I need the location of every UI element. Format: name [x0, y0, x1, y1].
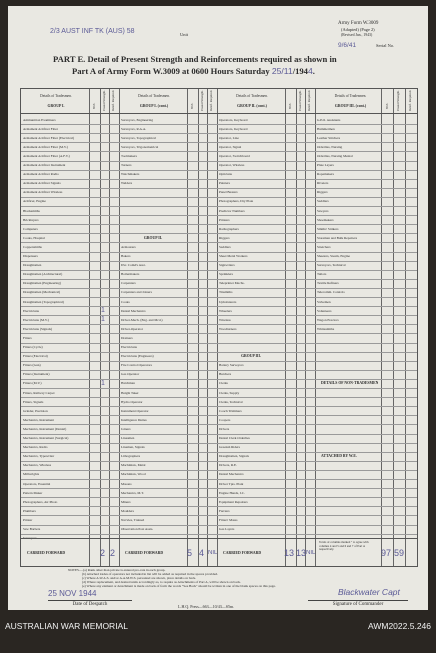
col1-trade-label: Printer: [23, 517, 33, 522]
col2-trade-label: Lithographers: [121, 454, 141, 459]
col2-trade-label: Surveyors, Engineering: [121, 117, 154, 122]
col1-trade-label: Electricians (Signals): [23, 326, 53, 331]
form-revised: (Revised Jan., 1943): [341, 33, 373, 37]
table-row: [21, 188, 417, 189]
cf-value: 13: [284, 548, 295, 558]
serial-label: Serial No.: [376, 43, 395, 48]
col3-trade-label: Predictor Numbers: [219, 208, 245, 213]
col3-trade-label: Driver Tpts. Plant: [219, 481, 244, 486]
col2-trade-label: Turners: [121, 163, 132, 167]
col3-trade-label: Gas Layers: [219, 527, 235, 531]
col1-trade-label: Dispensers: [23, 254, 38, 258]
table-row: [21, 333, 417, 334]
table-row: [21, 352, 417, 353]
table-row: [21, 197, 417, 198]
col2-trade-label: Miners: [121, 499, 131, 504]
table-row: [21, 179, 417, 180]
heading-line-1: PART E. Detail of Present Strength and Reinforcements required as shown in: [53, 54, 337, 64]
table-row: [21, 233, 417, 234]
col1-trade-label: Grinder, Precision: [23, 408, 48, 413]
col2-trade-label: Joiners: [121, 426, 131, 431]
col3-trade-label: Clerks, Supply: [219, 390, 240, 395]
col3-trade-label: Riggers: [219, 235, 230, 240]
col2-trade-label: GROUP II.: [143, 235, 163, 240]
col3-trade-label: Drivers, R.E.: [219, 463, 237, 468]
col1-trade-label: Surveyors: [23, 536, 37, 541]
cf-value: 2: [100, 548, 106, 558]
col3-trade-label: Coach Trimmers: [219, 408, 242, 413]
col2-trade-label: Moulders: [121, 508, 134, 513]
posted-header: Posted Strength.: [298, 90, 302, 111]
table-row: [21, 470, 417, 471]
col3-trade-label: Printers: [219, 217, 230, 222]
col3-trade-label: Signwriters: [219, 263, 235, 268]
col1-trade-label: Fitters (Cycle): [23, 345, 43, 349]
despatch-date-label: Date of Despatch: [48, 600, 132, 607]
col2-trade-label: Surveyors, R.A.A.: [121, 126, 147, 131]
col4-trade-label: G.P.O. Assistants: [317, 117, 341, 122]
col4-trade-label: Saddlers: [317, 199, 329, 204]
col2-trade-label: Mechanics, M.T.: [121, 490, 144, 495]
heading-date-handwritten: 25/11: [271, 66, 293, 76]
col4-trade-label: Hammermen: [317, 126, 335, 131]
col3-group: GROUP II. (cont.): [237, 104, 267, 108]
col1-trade-label: Cooks, Hospital: [23, 235, 45, 240]
form-sheet: [8, 6, 428, 610]
table-row: [21, 370, 417, 371]
handwritten-count: 1: [101, 379, 105, 387]
table-row: [21, 415, 417, 416]
col1-header: Details of Tradesmen.: [40, 94, 72, 98]
col3-trade-label: Panel Beaters: [219, 190, 238, 195]
col2-trade-label: Machinists, Wood: [121, 472, 146, 477]
col1-trade-label: Fitters (M.V.): [23, 381, 42, 386]
col4-trade-label: Stretchers: [317, 244, 331, 249]
table-row: [21, 215, 417, 216]
col3-trade-label: Tinsmiths: [219, 290, 233, 295]
col4-trade-label: Riggers: [317, 190, 328, 195]
col1-trade-label: Armament Artificer Fitter (A.F.V.): [23, 153, 70, 158]
table-row: [21, 452, 417, 453]
col1-trade-label: Draughtsmen: [23, 263, 42, 268]
col3-trade-label: Battery Surveyors: [219, 363, 244, 368]
signature-handwritten: Blackwater Capt: [338, 587, 400, 597]
table-row: [21, 170, 417, 171]
col2-trade-label: Hatchman: [121, 381, 135, 386]
cf-value: 59: [394, 548, 405, 558]
col2-trade-label: Linesmen: [121, 436, 135, 440]
table-row: [21, 497, 417, 498]
col4-trade-label: Sheeters, Steam, Engine: [317, 254, 350, 258]
table-row: [21, 242, 417, 243]
col1-trade-label: Armament Artificer Fitter (M.V.): [23, 144, 68, 149]
table-row: [21, 488, 417, 489]
col2-trade-label: Dvr. Comd's Asst.: [121, 263, 146, 268]
cf-value: 2: [110, 548, 116, 558]
col4-trade-label: Plate Layers: [317, 163, 334, 167]
col3-header: Details of Tradesmen.: [236, 94, 268, 98]
col3-trade-label: Farriers: [219, 508, 230, 513]
col2-trade-label: Surveyors, Trigonometrical: [121, 144, 159, 149]
col3-trade-label: Upholsterers: [219, 299, 237, 304]
heading-line-2: Part A of Army Form W.3009 at 0600 Hours Saturday 25/11/1944.: [72, 66, 315, 76]
col3-trade-label: Operators, Keyboard: [219, 117, 248, 122]
col2-trade-label: Intelligence Duties: [121, 417, 147, 422]
col2-trade-label: Electricians: [121, 345, 138, 349]
col2-trade-label: Observation Post Assts.: [121, 527, 154, 531]
table-row: [21, 324, 417, 325]
print-line: L.H.Q. Press—663—10/43—S5m.: [178, 604, 235, 609]
col3-trade-label: Wireless: [219, 317, 231, 322]
table-row: [21, 288, 417, 289]
unit-handwritten: 2/3 AUST INF TK (AUS) 58: [50, 28, 135, 35]
col1-trade-label: Armament Artificer Signals: [23, 181, 61, 186]
reinf-header: Reinf. Required.: [209, 89, 213, 111]
col2-trade-label: Carpenters: [121, 281, 136, 286]
col2-trade-label: Electricians (Engineers): [121, 354, 154, 359]
table-row: [21, 479, 417, 480]
we-header: W.E.: [288, 102, 292, 109]
col4-trade-label: Volunteers: [317, 308, 332, 313]
col2-trade-label: Carpenters and Joiners: [121, 290, 152, 295]
col1-trade-label: Blacksmiths: [23, 208, 40, 213]
col3-trade-label: Clerks, Technical: [219, 399, 243, 404]
table-row: [21, 515, 417, 516]
heading-line-2-suffix: /194: [292, 66, 308, 76]
col2-trade-label: Machinists, Metal: [121, 463, 146, 468]
col1-trade-label: Bricklayers: [23, 217, 39, 222]
col2-trade-label: Armourers: [121, 244, 136, 249]
col3-trade-label: Saddlers: [219, 244, 231, 249]
col3-trade-label: Fitters' Mates: [219, 517, 238, 522]
table-row: [21, 124, 417, 125]
col1-trade-label: Mechanics, Instrument (Dental): [23, 426, 67, 431]
col2-trade-label: Toolmakers: [121, 153, 137, 158]
col1-trade-label: Electricians (M.V.): [23, 317, 49, 322]
col3-trade-label: Dental Clerk Orderlies: [219, 436, 250, 440]
col3-trade-label: Operator, Wireless: [219, 163, 245, 167]
col4-trade-label: Storemen and Bulk Repairers: [317, 235, 358, 240]
posted-header: Posted Strength.: [200, 90, 204, 111]
table-row: [21, 525, 417, 526]
col2-trade-label: Boilermakers: [121, 272, 140, 277]
col1-trade-label: Photographers, Air Photo: [23, 499, 58, 504]
col1-trade-label: Electricians: [23, 308, 40, 313]
col3-trade-label: Draughtsmen, Signals: [219, 454, 249, 459]
archive-footer: [0, 615, 436, 653]
posted-header: Posted Strength.: [102, 90, 106, 111]
col1-trade-label: Armament Artificer Wireless: [23, 190, 63, 195]
table-row: [21, 388, 417, 389]
col1-trade-label: Draughtsmen (Mechanical): [23, 290, 61, 295]
carried-forward-rule: [21, 538, 417, 539]
table-row: [21, 161, 417, 162]
col4-trade-label: Orderlies, Nursing Mental: [317, 153, 353, 158]
col1-trade-label: Draughtsmen (Engineering): [23, 281, 61, 286]
col2-trade-label: Masons: [121, 481, 132, 486]
col3-trade-label: Teleprinter Mechs.: [219, 281, 245, 286]
table-row: [21, 361, 417, 362]
col3-trade-label: Woodturners: [219, 326, 237, 331]
col3-trade-label: Operator, Line: [219, 135, 239, 140]
col1-trade-label: Coppersmiths: [23, 244, 42, 249]
table-row: [21, 270, 417, 271]
col1-trade-label: Armament Artificer Instrument: [23, 163, 66, 167]
col1-trade-label: Armament Artificer Fitter: [23, 126, 59, 131]
reinf-header: Reinf. Required.: [111, 89, 115, 111]
col1-group: GROUP I.: [47, 104, 65, 108]
note-line: (c) Where A.W.A.S. and/or A.A.M.W.S. personnel are shown, place details on back.: [82, 576, 196, 580]
table-row: [21, 315, 417, 316]
col3-trade-label: Radiographers: [219, 226, 239, 231]
col4-trade-label: Smiths' Strikers: [317, 226, 339, 231]
col3-trade-label: Sheet Metal Workers: [219, 254, 248, 258]
table-row: [21, 343, 417, 344]
col2-trade-label: Hydro Operator: [121, 399, 143, 404]
col2-trade-label: Drainers: [121, 335, 133, 340]
col2-trade-label: Gas Operator: [121, 372, 140, 377]
col1-trade-label: Armament Artificer Fitter (Electrical): [23, 135, 75, 140]
col1-trade-label: Draughtsmen (Architectural): [23, 272, 63, 277]
heading-year-handwritten: 4: [307, 66, 313, 76]
col4-section-label: ATTACHED BY W.E.: [321, 454, 357, 459]
col4-trade-label: Ropemakers: [317, 172, 334, 177]
carried-forward-label: CARRIED FORWARD: [223, 551, 262, 555]
signature-label: Signature of Commander: [308, 600, 408, 607]
col4-trade-label: Orderlies, Nursing: [317, 144, 343, 149]
col2-trade-label: Height Taker: [121, 390, 139, 395]
cf-value: 97: [381, 548, 392, 558]
archive-name: AUSTRALIAN WAR MEMORIAL: [5, 621, 128, 631]
col1-trade-label: Armament Artificer Radio: [23, 172, 59, 177]
col4-header: Details of Tradesmen.: [334, 94, 367, 98]
table-row: [21, 224, 417, 225]
col3-trade-label: Operator, Switchboard: [219, 153, 250, 158]
table-row: [21, 206, 417, 207]
table-row: [21, 406, 417, 407]
col2-trade-label: Bakers: [121, 254, 131, 258]
col4-trade-label: Textile Refiners: [317, 281, 339, 286]
col4-trade-label: Tailors: [317, 272, 327, 277]
reinf-header: Reinf. Required.: [408, 89, 412, 111]
carried-forward-label: CARRIED FORWARD: [27, 551, 66, 555]
table-row: [21, 133, 417, 134]
unit-label: Unit: [180, 32, 189, 37]
col3-trade-label: Photographers, Dry Plate: [219, 199, 254, 204]
col1-trade-label: Fitters, Railway Carpet: [23, 390, 55, 395]
carried-forward-label: CARRIED FORWARD: [125, 551, 164, 555]
serial-handwritten: 9/6/41: [338, 42, 357, 49]
cf-value: NIL: [208, 550, 218, 556]
note-line: (e) Where any element or detachment is made on back of form the words "See Back" should be written in one of the blank spaces on this page.: [82, 584, 276, 588]
heading-line-2-prefix: Part A of Army Form W.3009 at 0600 Hours Saturday: [72, 66, 270, 76]
col1-trade-label: Mechanics, Typewriter: [23, 454, 55, 459]
col4-trade-label: Surveyors, Technical: [317, 263, 346, 268]
table-row: [21, 443, 417, 444]
header-rule: [21, 113, 417, 114]
form-name: Army Form W.3009: [338, 21, 379, 26]
col1-trade-label: Mechanics, Radio: [23, 445, 48, 450]
table-row: [21, 252, 417, 253]
handwritten-count: 1: [101, 307, 105, 315]
col1-trade-label: Computers: [23, 226, 38, 231]
despatch-date-handwritten: 25 NOV 1944: [48, 589, 97, 598]
col2-trade-label: Surveyors, Topographical: [121, 135, 156, 140]
col1-trade-label: Fitters (Instrument): [23, 372, 50, 377]
col3-trade-label: Clerks: [219, 381, 228, 386]
form-adapted: (Adapted) (Page 2): [341, 27, 375, 32]
col3-trade-label: Drivers: [219, 426, 230, 431]
col1-trade-label: Mechanics, Instrument (Surgical): [23, 436, 69, 440]
col4-trade-label: Whitesmiths: [317, 326, 335, 331]
col3-trade-label: Operator, Signal: [219, 144, 242, 149]
table-row: [21, 506, 417, 507]
table-row: [21, 434, 417, 435]
col1-trade-label: Operators, Essential: [23, 481, 51, 486]
col2-trade-label: Fire Control Operators: [121, 363, 152, 368]
col2-trade-label: Dental Mechanics: [121, 308, 146, 313]
note-line: (d) Where replacement, and desired units accordingly as, to require as Attachments of Part A, will be shown on back.: [82, 580, 241, 584]
handwritten-count: 1: [101, 316, 105, 324]
col2-trade-label: Cooks: [121, 299, 130, 304]
table-row: [21, 461, 417, 462]
col4-trade-label: Valvemen: [317, 299, 331, 304]
col3-trade-label: Coopers: [219, 417, 231, 422]
col4-trade-label: Leather Stitchers: [317, 135, 341, 140]
cf-value: 4: [199, 548, 205, 558]
col1-trade-label: Ammunition Examiners: [23, 117, 56, 122]
col1-trade-label: Millwrights: [23, 472, 40, 477]
col3-trade-label: Dental Mechanics: [219, 472, 244, 477]
col1-trade-label: Artificer, Engine: [23, 199, 46, 204]
cf-value: 13: [296, 548, 307, 558]
table-row: [21, 151, 417, 152]
note-line: NOTES.—(a) Rank other than private is entered pro-rata in each group.: [68, 568, 166, 572]
table-row: [21, 142, 417, 143]
we-header: W.E.: [385, 102, 389, 109]
strength-table: [20, 88, 418, 567]
col1-trade-label: Saw Barbers: [23, 527, 41, 531]
col3-trade-label: Operators, Keyboard: [219, 126, 248, 131]
col2-header: Details of Tradesmen.: [138, 94, 170, 98]
col2-trade-label: Watchmakers: [121, 172, 140, 177]
table-row: [21, 279, 417, 280]
we-header: W.E.: [190, 102, 194, 109]
col1-trade-label: Pattern Maker: [23, 490, 43, 495]
totals-note: Totals of columns marked ° to agree with columns 4 and 5 and 6 and 7 of Part A respectively.: [319, 541, 369, 552]
posted-header: Posted Strength.: [396, 90, 400, 111]
col3-trade-label: Greensh Riders: [219, 445, 240, 450]
col1-trade-label: Fitters (Electrical): [23, 354, 48, 359]
col2-trade-label: Linemen, Signals: [121, 445, 145, 450]
table-row: [21, 424, 417, 425]
col3-trade-label: Engine Hands, I.C.: [219, 490, 245, 495]
col2-trade-label: Welders: [121, 181, 133, 186]
table-row: [21, 379, 417, 380]
col2-trade-label: Instrument Operator: [121, 408, 149, 413]
col1-trade-label: Fitters, Signals: [23, 399, 44, 404]
col1-trade-label: Mechanics, Wireless: [23, 463, 52, 468]
col3-trade-label: Opticians: [219, 172, 232, 177]
notes-block: [68, 568, 408, 588]
cf-value: 5: [187, 548, 193, 558]
col4-trade-label: Sawyers: [317, 208, 329, 213]
col2-trade-label: Driver-Mech. (Eng. and Mcd.): [121, 317, 163, 322]
reinf-header: Reinf. Required.: [307, 89, 311, 111]
col1-trade-label: Mechanics, Instrument: [23, 417, 55, 422]
col4-section-label: DETAILS OF NON-TRADESMEN: [321, 381, 379, 386]
col2-trade-label: Navvies, Trained: [121, 517, 145, 522]
col4-trade-label: Wagon Erectors: [317, 317, 339, 322]
col3-trade-label: GROUP III.: [241, 354, 261, 359]
cf-value: NIL: [306, 550, 316, 556]
col3-trade-label: Sprinklers: [219, 272, 233, 277]
col1-trade-label: Plumbers: [23, 508, 36, 513]
col3-trade-label: Wheelers: [219, 308, 232, 313]
table-row: [21, 297, 417, 298]
col2-group: GROUP I. (cont.): [139, 104, 169, 108]
note-line: (b) Attached trades of operators not included in list will be added as required in the spaces provided.: [82, 572, 218, 576]
archive-id: AWM2022.5.246: [368, 621, 431, 631]
table-row: [21, 534, 417, 535]
table-row: [21, 261, 417, 262]
col4-group: GROUP III. (cont.): [334, 104, 367, 108]
table-row: [21, 397, 417, 398]
col2-trade-label: Driver-Operator: [121, 326, 143, 331]
col3-trade-label: Painters: [219, 181, 230, 186]
col3-trade-label: Butchers: [219, 372, 232, 377]
we-header: W.E.: [92, 102, 96, 109]
table-row: [21, 306, 417, 307]
col1-trade-label: Fitters: [23, 335, 32, 340]
col1-trade-label: Draughtsmen (Topographical): [23, 299, 64, 304]
col4-trade-label: Riveters: [317, 181, 329, 186]
col4-trade-label: Shoemakers: [317, 217, 334, 222]
col3-trade-label: Equipment Repairers: [219, 499, 248, 504]
col4-trade-label: Telecomm. Controls: [317, 290, 345, 295]
col1-trade-label: Fitters (Gun): [23, 363, 41, 368]
